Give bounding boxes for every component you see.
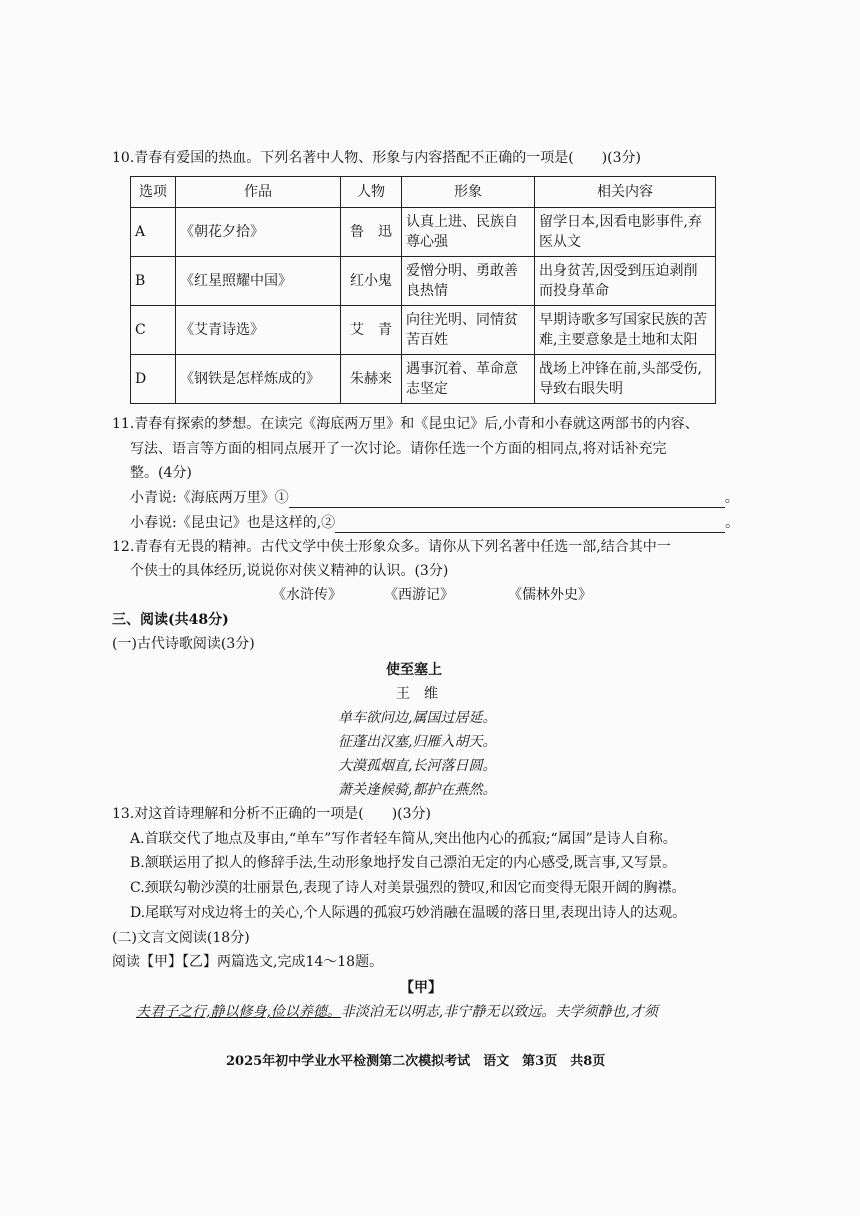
table-row: [131, 208, 716, 257]
q13-option-b: B.颔联运用了拟人的修辞手法,生动形象地抒发自己漂泊无定的内心感受,既言事,又写景。: [130, 855, 677, 871]
cell-work: 《艾青诗选》: [176, 306, 341, 355]
poem-author: 王 维: [396, 686, 438, 702]
cell-content: 留学日本,因看电影事件,弃医从文: [535, 208, 716, 257]
poem-title: 使至塞上: [386, 662, 442, 678]
cell-image: 爱憎分明、勇敢善良热情: [402, 257, 535, 306]
q11-line1: 11.青春有探索的梦想。在读完《海底两万里》和《昆虫记》后,小青和小春就这两部书的内容、: [112, 416, 699, 432]
q13-stem: 13.对这首诗理解和分析不正确的一项是( )(3分): [112, 806, 432, 822]
q11-line2: 写法、语言等方面的相同点展开了一次讨论。请你任选一个方面的相同点,将对话补充完: [130, 441, 667, 457]
cell-person: 朱赫来: [341, 355, 402, 404]
poem-line: 单车欲问边,属国过居延。: [338, 710, 497, 726]
cell-work: 《朝花夕拾》: [176, 208, 341, 257]
cell-option: B: [131, 257, 176, 306]
reading-instructions: 阅读【甲】【乙】两篇选文,完成14～18题。: [112, 954, 384, 970]
q11-period: 。: [724, 490, 739, 506]
passage-jia-underlined: 夫君子之行,静以修身,俭以养德。: [136, 1004, 341, 1020]
cell-content: 战场上冲锋在前,头部受伤,导致右眼失明: [535, 355, 716, 404]
q10-stem: 10.青春有爱国的热血。下列名著中人物、形象与内容搭配不正确的一项是( )(3分): [112, 150, 642, 166]
q11-line3: 整。(4分): [130, 465, 192, 481]
table-row: [131, 306, 716, 355]
passage-jia-line: [136, 1002, 658, 1022]
q11-qing-line: [130, 488, 739, 508]
q12-line1: 12.青春有无畏的精神。古代文学中侠士形象众多。请你从下列名著中任选一部,结合其中一: [112, 539, 671, 555]
cell-image: 认真上进、民族自尊心强: [402, 208, 535, 257]
q12-book-1: 《水浒传》: [272, 587, 342, 603]
header-person: 人物: [341, 177, 402, 208]
q12-book-2: 《西游记》: [384, 587, 454, 603]
cell-work: 《红星照耀中国》: [176, 257, 341, 306]
cell-image: 遇事沉着、革命意志坚定: [402, 355, 535, 404]
cell-work: 《钢铁是怎样炼成的》: [176, 355, 341, 404]
cell-option: D: [131, 355, 176, 404]
subsection-2-heading: (二)文言文阅读(18分): [112, 930, 250, 946]
q12-book-3: 《儒林外史》: [508, 587, 592, 603]
table-row: [131, 355, 716, 404]
cell-person: 艾 青: [341, 306, 402, 355]
cell-person: 红小鬼: [341, 257, 402, 306]
poem-line: 大漠孤烟直,长河落日圆。: [338, 758, 497, 774]
cell-option: C: [131, 306, 176, 355]
cell-image: 向往光明、同情贫苦百姓: [402, 306, 535, 355]
q11-period: 。: [725, 515, 740, 531]
q11-qing-label: 小青说:《海底两万里》①: [130, 490, 289, 506]
q11-answer-blank-2[interactable]: [335, 516, 725, 533]
header-content: 相关内容: [535, 177, 716, 208]
cell-option: A: [131, 208, 176, 257]
poem-line: 萧关逢候骑,都护在燕然。: [338, 782, 497, 798]
subsection-1-heading: (一)古代诗歌阅读(3分): [112, 636, 255, 652]
q13-option-c: C.颈联勾勒沙漠的壮丽景色,表现了诗人对美景强烈的赞叹,和因它而变得无限开阔的胸襟。: [130, 880, 686, 896]
page-footer: 2025年初中学业水平检测第二次模拟考试 语文 第3页 共8页: [226, 1054, 606, 1069]
passage-jia-heading: 【甲】: [400, 980, 442, 996]
q11-chun-line: [130, 513, 739, 533]
cell-person: 鲁 迅: [341, 208, 402, 257]
header-work: 作品: [176, 177, 341, 208]
header-option: 选项: [131, 177, 176, 208]
q11-chun-label: 小春说:《昆虫记》也是这样的,②: [130, 515, 336, 531]
poem-line: 征蓬出汉塞,归雁入胡天。: [338, 734, 497, 750]
cell-content: 出身贫苦,因受到压迫剥削而投身革命: [535, 257, 716, 306]
passage-jia-text: 非淡泊无以明志,非宁静无以致远。夫学须静也,才须: [340, 1004, 658, 1020]
q11-answer-blank-1[interactable]: [289, 491, 725, 508]
cell-content: 早期诗歌多写国家民族的苦难,主要意象是土地和太阳: [535, 306, 716, 355]
q13-option-a: A.首联交代了地点及事由,“单车”写作者轻车简从,突出他内心的孤寂;“属国”是诗人自称。: [130, 831, 677, 847]
section-3-heading: 三、阅读(共48分): [112, 612, 229, 628]
table-row: [131, 257, 716, 306]
q12-line2: 个侠士的具体经历,说说你对侠义精神的认识。(3分): [130, 563, 449, 579]
table-header-row: [131, 177, 716, 208]
q10-table: [130, 176, 716, 404]
header-image: 形象: [402, 177, 535, 208]
q13-option-d: D.尾联写对戍边将士的关心,个人际遇的孤寂巧妙消融在温暖的落日里,表现出诗人的达观。: [130, 905, 687, 921]
